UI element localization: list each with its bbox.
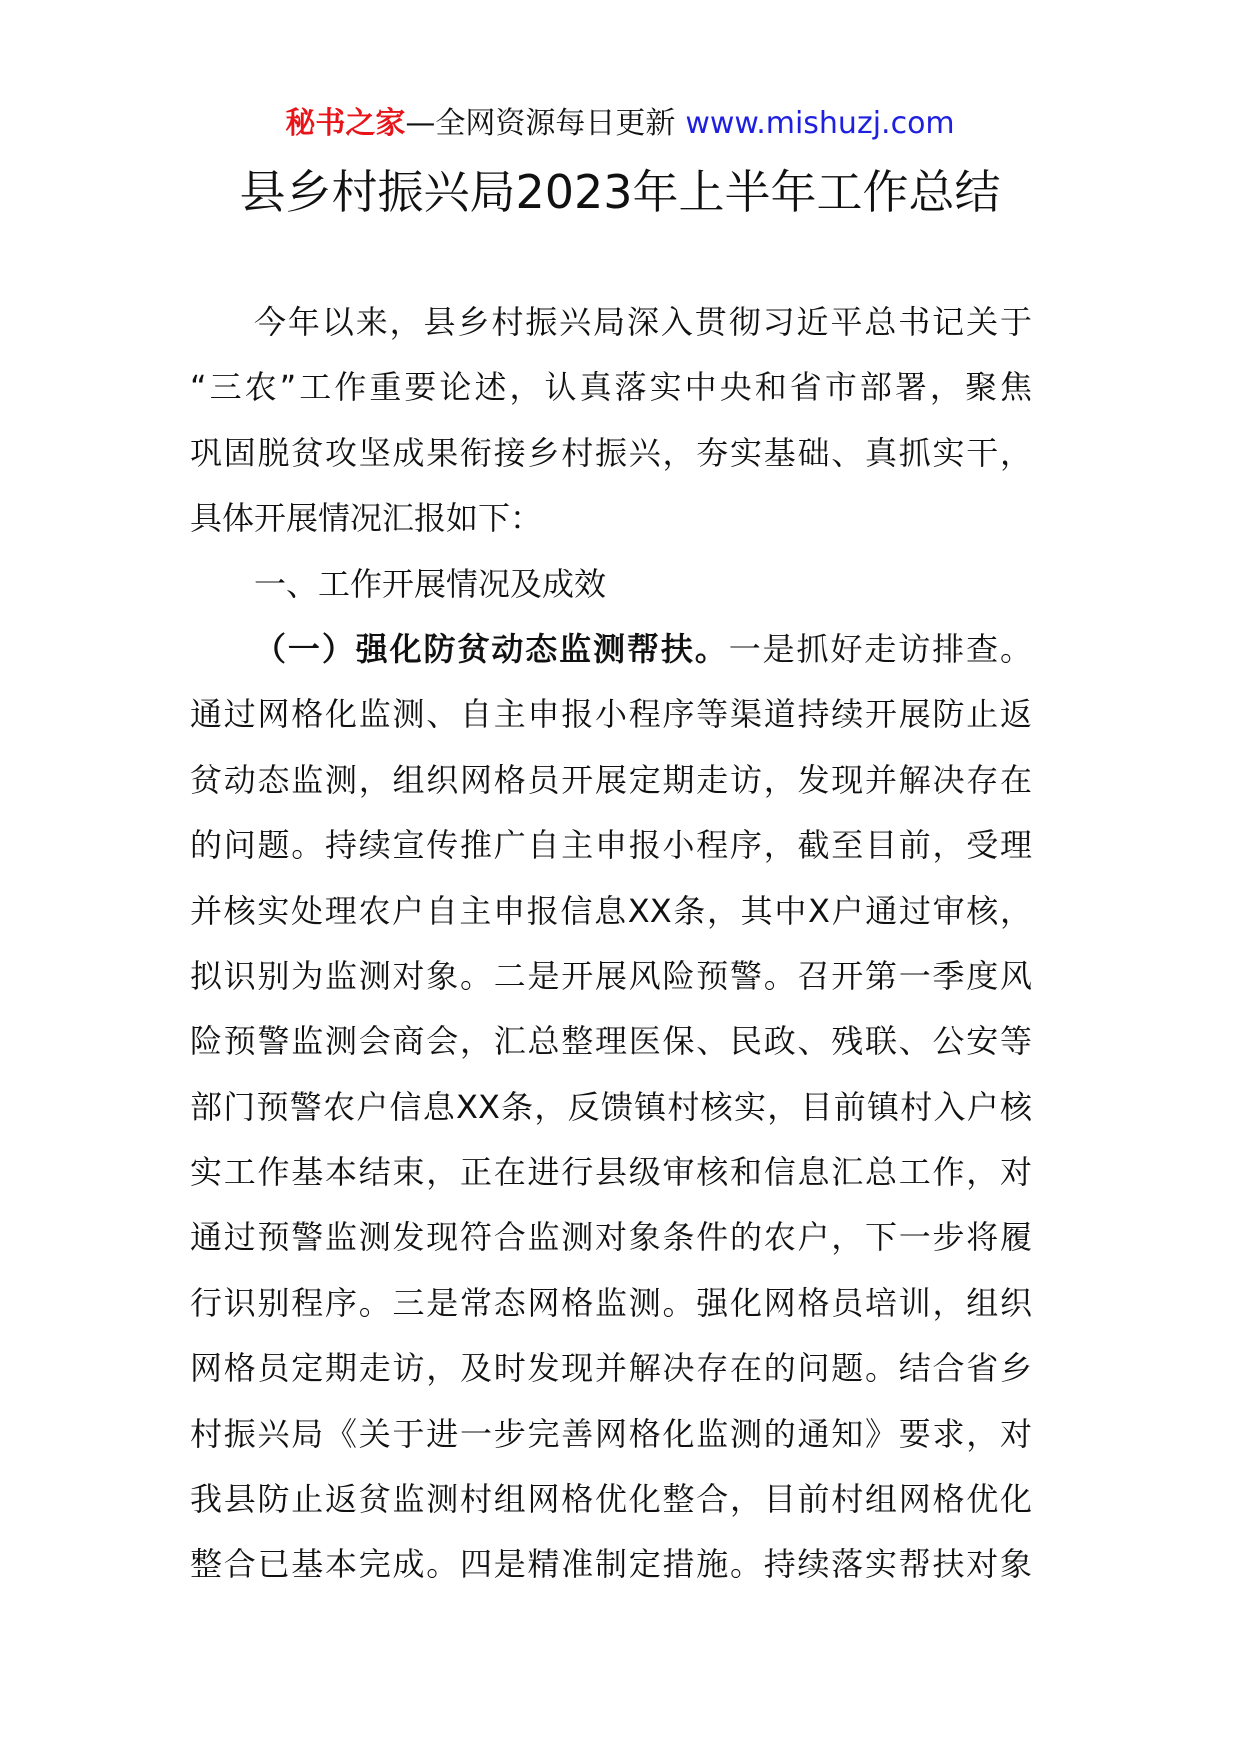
paragraph-line: 具体开展情况汇报如下： — [190, 499, 543, 538]
header-tagline: —全网资源每日更新 — [405, 106, 676, 141]
paragraph-line: 整合已基本完成。四是精准制定措施。持续落实帮扶对象 — [190, 1545, 1032, 1584]
paragraph-line: 部门预警农户信息XX条，反馈镇村核实，目前镇村入户核 — [190, 1087, 1032, 1126]
paragraph-line — [254, 617, 1032, 682]
paragraph-line: 通过网格化监测、自主申报小程序等渠道持续开展防止返 — [190, 695, 1032, 734]
document-body — [190, 290, 1032, 1598]
section-heading: 一、工作开展情况及成效 — [254, 564, 607, 603]
paragraph-line: 的问题。持续宣传推广自主申报小程序，截至目前，受理 — [190, 826, 1032, 865]
subsection-heading: （一）强化防贫动态监测帮扶。 — [254, 629, 729, 668]
paragraph-line: 通过预警监测发现符合监测对象条件的农户，下一步将履 — [190, 1218, 1032, 1257]
paragraph-line: 我县防止返贫监测村组网格优化整合，目前村组网格优化 — [190, 1480, 1032, 1519]
paragraph-line: 巩固脱贫攻坚成果衔接乡村振兴，夯实基础、真抓实干， — [190, 433, 1032, 472]
paragraph-line: 实工作基本结束，正在进行县级审核和信息汇总工作，对 — [190, 1153, 1032, 1192]
paragraph-line: 村振兴局《关于进一步完善网格化监测的通知》要求，对 — [190, 1414, 1032, 1453]
paragraph-line: 网格员定期走访，及时发现并解决存在的问题。结合省乡 — [190, 1349, 1032, 1388]
paragraph-line: 行识别程序。三是常态网格监测。强化网格员培训，组织 — [190, 1283, 1032, 1322]
paragraph-line: 今年以来，县乡村振兴局深入贯彻习近平总书记关于 — [254, 303, 1032, 341]
header-url: www.mishuzj.com — [685, 106, 955, 141]
paragraph-text: 一是抓好走访排查。 — [728, 629, 1032, 668]
paragraph-line: 贫动态监测，组织网格员开展定期走访，发现并解决存在 — [190, 760, 1032, 799]
header-brand: 秘书之家 — [285, 106, 406, 141]
paragraph-line: 拟识别为监测对象。二是开展风险预警。召开第一季度风 — [190, 956, 1032, 995]
paragraph-line: 险预警监测会商会，汇总整理医保、民政、残联、公安等 — [190, 1022, 1032, 1061]
paragraph-line: “三农”工作重要论述，认真落实中央和省市部署，聚焦 — [190, 368, 1032, 407]
document-title: 县乡村振兴局2023年上半年工作总结 — [239, 165, 1001, 219]
subsection-paragraph — [190, 617, 1032, 1598]
intro-paragraph — [190, 290, 1032, 552]
site-header — [0, 102, 1240, 146]
paragraph-line: 并核实处理农户自主申报信息XX条，其中X户通过审核， — [190, 891, 1032, 930]
